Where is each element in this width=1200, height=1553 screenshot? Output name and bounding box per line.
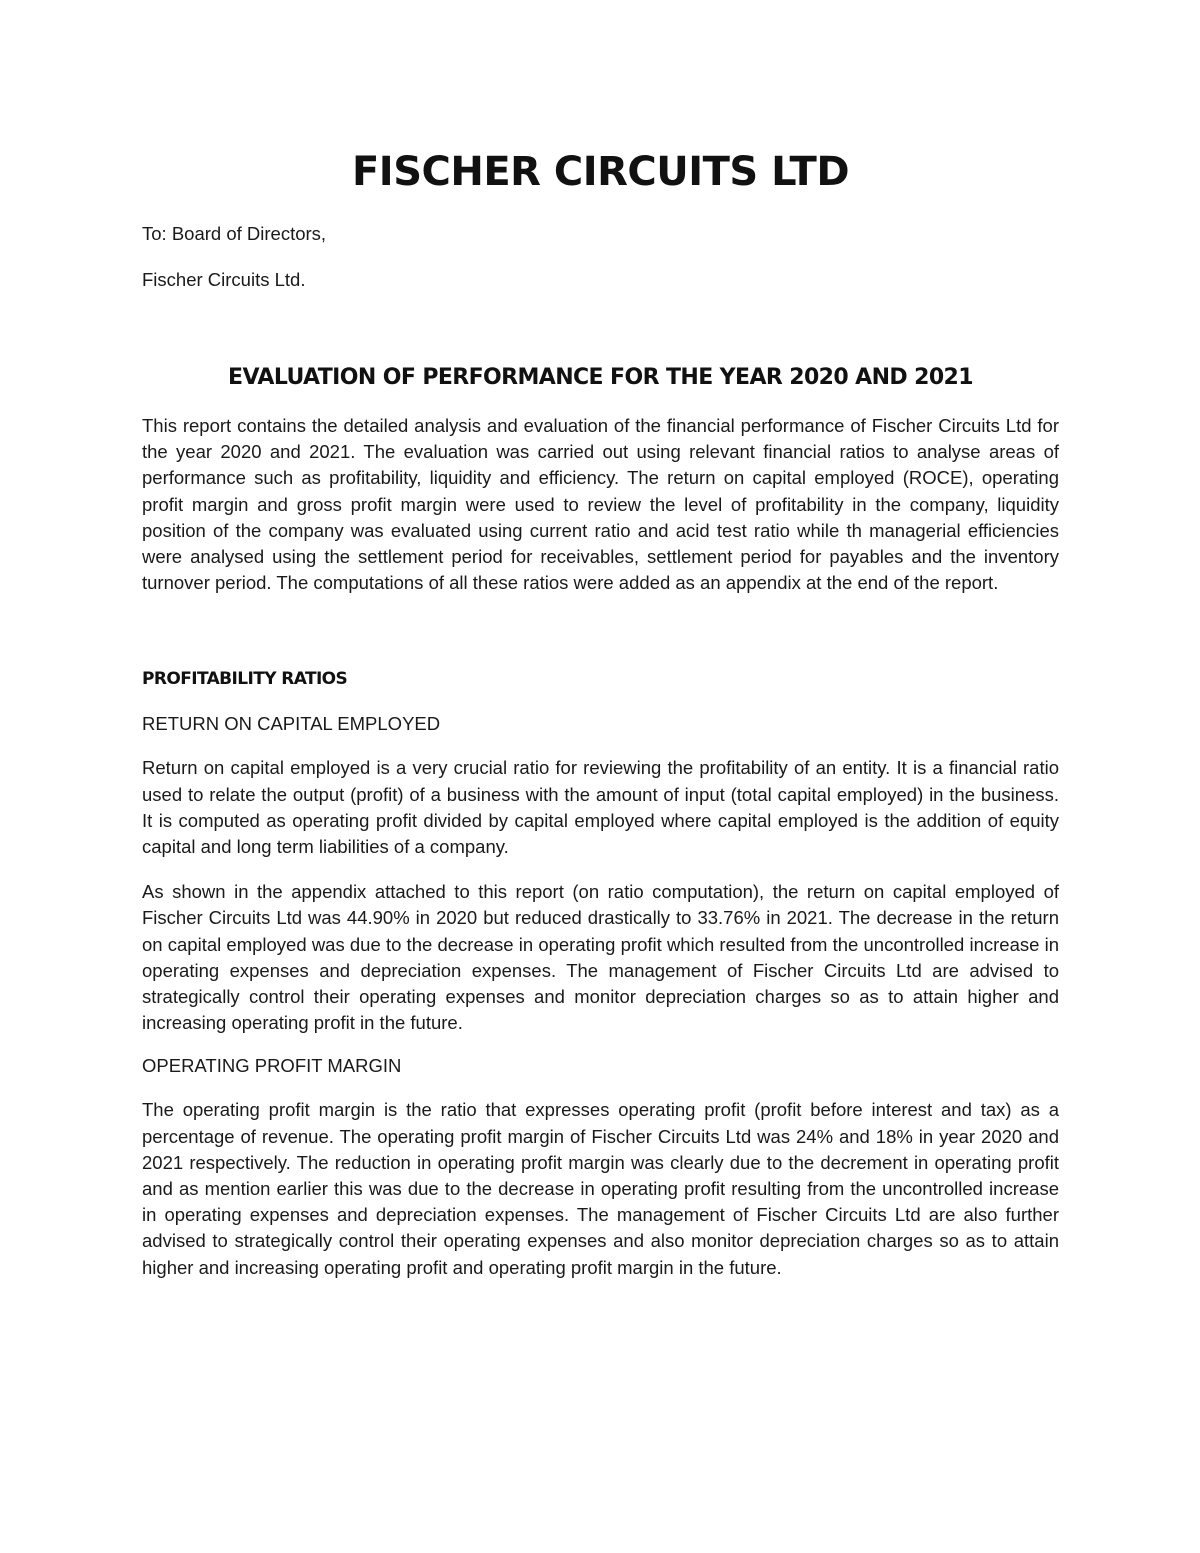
subheading-roce: RETURN ON CAPITAL EMPLOYED xyxy=(142,713,441,735)
opm-paragraph-1: The operating profit margin is the ratio that expresses operating profit (profit before interest and tax) as a percentage of revenue. The operating profit margin of Fischer Circuits Ltd was 24% and 18% in year 2020 and 2021 respectively. The reduction in operating profit margin was clearly due to the decrement in operating profit and as mention earlier this was due to the decrease in operating profit resulting from the uncontrolled increase in operating expenses and depreciation expenses. The management of Fischer Circuits Ltd are also further advised to strategically control their operating expenses and also monitor depreciation charges so as to attain higher and increasing operating profit and operating profit margin in the future. xyxy=(142,1099,1059,1278)
roce-paragraph-2: As shown in the appendix attached to this report (on ratio computation), the return on capital employed of Fischer Circuits Ltd was 44.90% in 2020 but reduced drastically to 33.76% in 2021. The decrease in the return on capital employed was due to the decrease in operating profit which resulted from the uncontrolled increase in operating expenses and depreciation expenses. The management of Fischer Circuits Ltd are advised to strategically control their operating expenses and monitor depreciation charges so as to attain higher and increasing operating profit in the future. xyxy=(142,881,1059,1034)
roce-paragraph-1: Return on capital employed is a very crucial ratio for reviewing the profitability of an entity. It is a financial ratio used to relate the output (profit) of a business with the amount of input (total capital employed) in the business. It is computed as operating profit divided by capital employed where capital employed is the addition of equity capital and long term liabilities of a company. xyxy=(142,757,1059,858)
company-line: Fischer Circuits Ltd. xyxy=(142,269,306,290)
report-title: EVALUATION OF PERFORMANCE FOR THE YEAR 2020 AND 2021 xyxy=(228,365,973,390)
document-title: FISCHER CIRCUITS LTD xyxy=(351,149,850,195)
document-body xyxy=(142,140,1059,1281)
section-heading-profitability: PROFITABILITY RATIOS xyxy=(142,669,348,690)
subheading-operating-profit-margin: OPERATING PROFIT MARGIN xyxy=(142,1055,402,1077)
intro-paragraph: This report contains the detailed analysis and evaluation of the financial performance of Fischer Circuits Ltd for the year 2020 and 2021. The evaluation was carried out using relevant financial ratios to analyse areas of performance such as profitability, liquidity and efficiency. The return on capital employed (ROCE), operating profit margin and gross profit margin were used to review the level of profitability in the company, liquidity position of the company was evaluated using current ratio and acid test ratio while th managerial efficiencies were analysed using the settlement period for receivables, settlement period for payables and the inventory turnover period. The computations of all these ratios were added as an appendix at the end of the report. xyxy=(142,415,1059,594)
addressee-line: To: Board of Directors, xyxy=(142,223,327,244)
